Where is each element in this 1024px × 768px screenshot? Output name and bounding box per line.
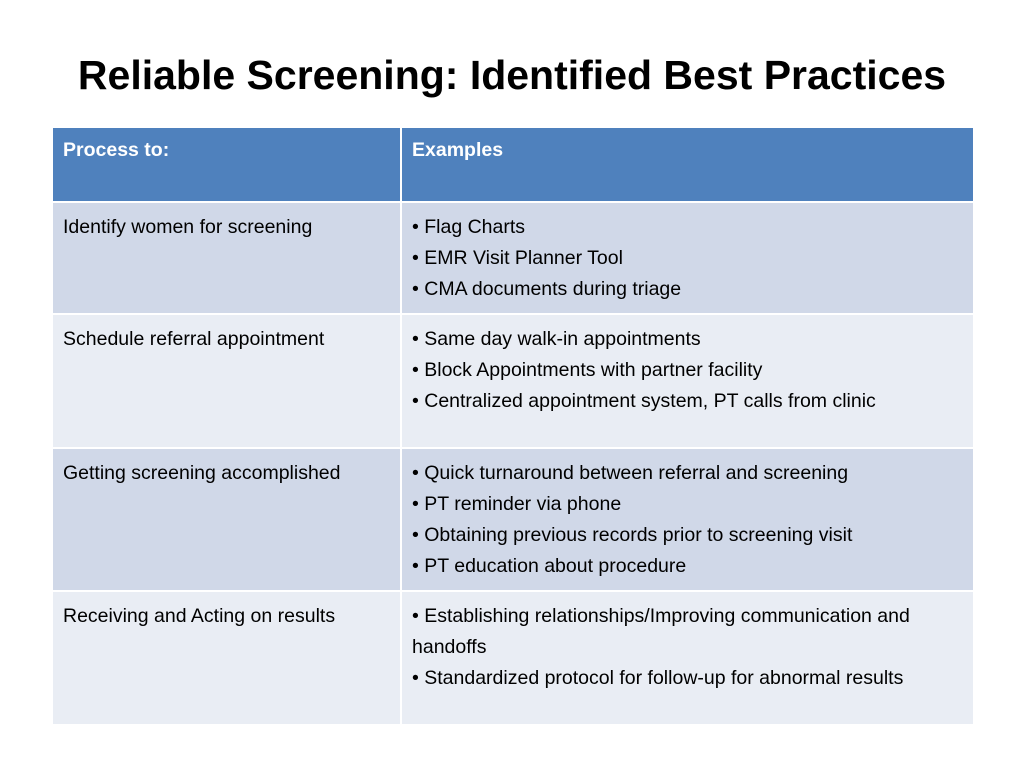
example-item: • Obtaining previous records prior to screening visit — [412, 524, 853, 546]
header-examples: Examples — [401, 127, 974, 202]
example-item: • Standardized protocol for follow-up for abnormal results — [412, 667, 904, 689]
header-process: Process to: — [52, 127, 401, 202]
table-row — [52, 591, 974, 725]
examples-cell — [401, 591, 974, 725]
table-row — [52, 448, 974, 591]
slide-title: Reliable Screening: Identified Best Practices — [77, 52, 947, 98]
example-item: • EMR Visit Planner Tool — [412, 247, 623, 269]
process-cell: Identify women for screening — [52, 202, 401, 314]
examples-cell — [401, 202, 974, 314]
examples-cell — [401, 314, 974, 448]
examples-cell — [401, 448, 974, 591]
table-row — [52, 202, 974, 314]
example-item: • Flag Charts — [412, 216, 526, 238]
example-item: • Establishing relationships/Improving communication and handoffs — [412, 605, 910, 658]
table-row — [52, 314, 974, 448]
example-item: • Quick turnaround between referral and screening — [412, 462, 849, 484]
best-practices-table — [51, 126, 975, 726]
example-item: • PT education about procedure — [412, 555, 687, 577]
process-cell: Schedule referral appointment — [52, 314, 401, 448]
table-header-row — [52, 127, 974, 202]
example-item: • Block Appointments with partner facility — [412, 359, 763, 381]
process-cell: Receiving and Acting on results — [52, 591, 401, 725]
process-cell: Getting screening accomplished — [52, 448, 401, 591]
example-item: • CMA documents during triage — [412, 278, 682, 300]
example-item: • Same day walk-in appointments — [412, 328, 701, 350]
example-item: • Centralized appointment system, PT calls from clinic — [412, 390, 876, 412]
example-item: • PT reminder via phone — [412, 493, 622, 515]
